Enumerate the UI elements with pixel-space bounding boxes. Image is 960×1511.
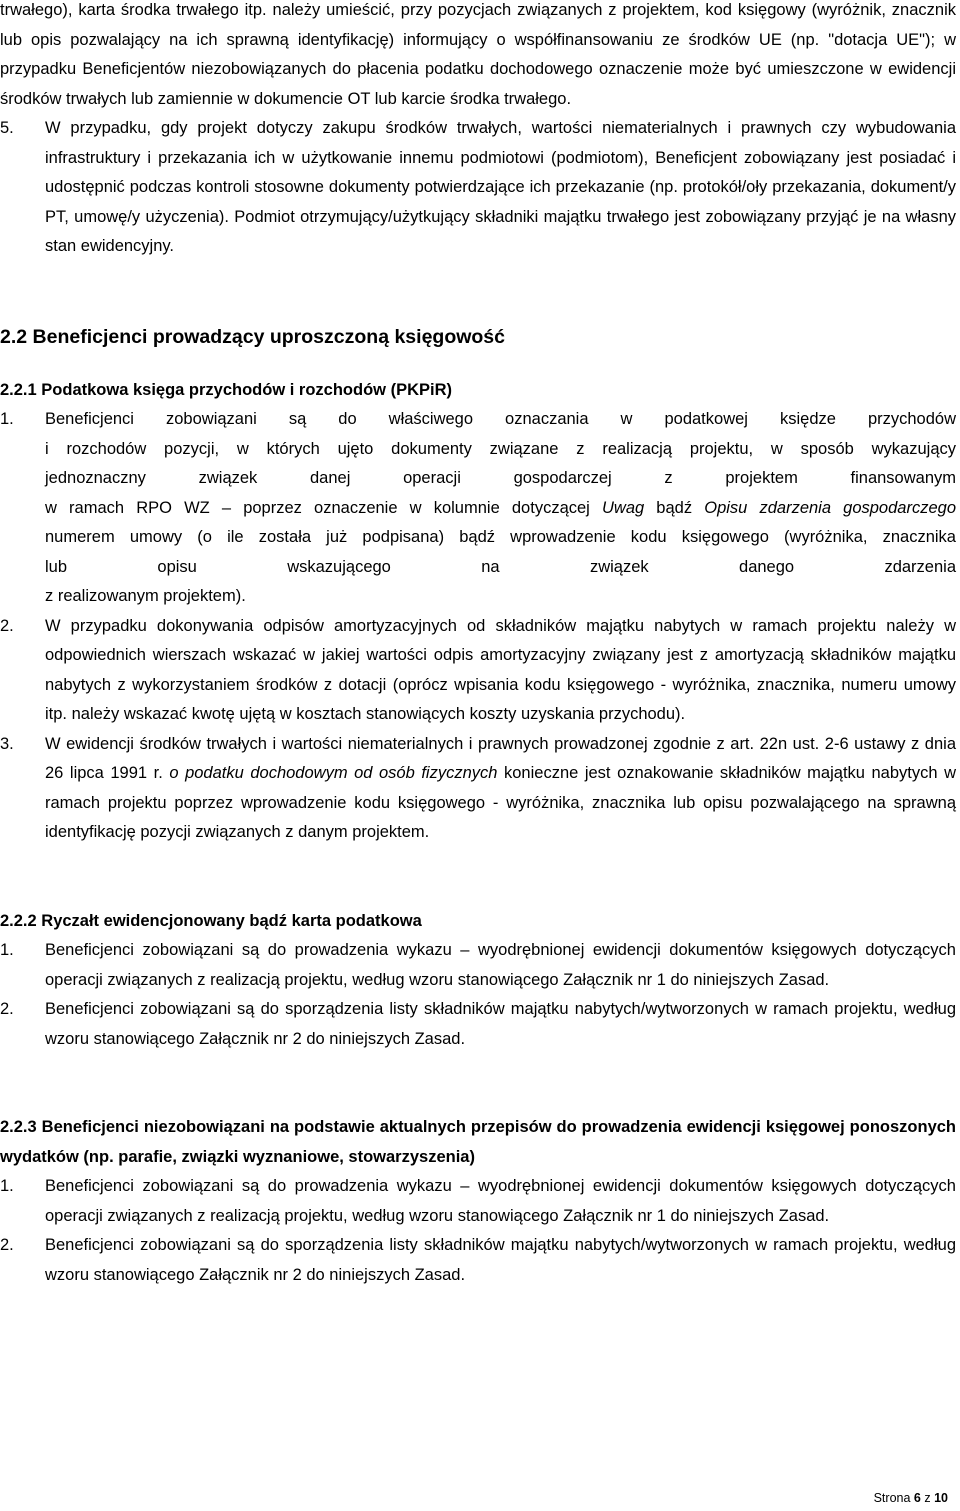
list-item-2-2-3-1 (0, 1172, 956, 1231)
intro-paragraph: trwałego), karta środka trwałego itp. należy umieścić, przy pozycjach związanych z projektem, kod księgowy (wyróżnik, znacznik lub opis pozwalający na ich sprawną identyfikację) informujący o współfinansowaniu ze środków UE (np. "dotacja UE"); w przypadku Beneficjentów niezobowiązanych do płacenia podatku dochodowego oznaczenie może być umieszczone w ewidencji środków trwałych lub zamiennie w dokumencie OT lub karcie środka trwałego. (0, 1, 956, 108)
list-item-text: Beneficjenci zobowiązani są do prowadzenia wykazu – wyodrębnionej ewidencji dokumentów księgowych dotyczących operacji związanych z realizacją projektu, według wzoru stanowiącego Załącznik nr 1 do niniejszych Zasad. (45, 941, 956, 989)
list-item-5 (0, 114, 956, 262)
section-heading-2-2: 2.2 Beneficjenci prowadzący uproszczoną księgowość (0, 325, 506, 348)
italic-term: Opisu zdarzenia gospodarczego (704, 498, 956, 517)
page-number-footer (874, 1490, 948, 1506)
list-number: 1. (0, 1177, 14, 1195)
list-item-2-2-1-2 (0, 612, 956, 730)
text-line: z realizowanym projektem). (45, 587, 246, 605)
spacer (0, 262, 956, 322)
list-item-text: W przypadku dokonywania odpisów amortyzacyjnych od składników majątku nabytych w ramach projektu należy w odpowiednich wierszach wskazać w jakiej wartości odpis amortyzacyjny związany jest z amortyzacją składników majątku nabytych z wykorzystaniem środków z dotacji (oprócz wpisania kodu księgowego - wyróżnika, znacznika, numeru umowy itp. należy wskazać kwotę ujętą w kosztach stanowiących koszty uzyskania przychodu). (45, 616, 956, 723)
list-item-2-2-3-2 (0, 1231, 956, 1290)
spacer (0, 352, 956, 376)
text-span: konieczne jest oznakowanie składników majątku nabytych w ramach projektu poprzez wprowadzenie kodu księgowego - wyróżnika, znacznika lub opisu pozwalającego na sprawną identyfikację pozycji związanych z danym projektem. (45, 764, 957, 841)
list-item-text: W przypadku, gdy projekt dotyczy zakupu środków trwałych, wartości niematerialnych i prawnych czy wybudowania infrastruktury i przekazania ich w użytkowanie innemu podmiotowi (podmiotom), Beneficjent zobowiązany jest posiadać i udostępnić podczas kontroli stosowne dokumenty potwierdzające ich przekazanie (np. protokół/oły przekazania, dokument/y PT, umowę/y użyczenia). Podmiot otrzymujący/użytkujący składniki majątku trwałego jest zobowiązany przyjąć je na własny stan ewidencyjny. (45, 119, 956, 255)
text-line: numerem umowy (o ile została już podpisana) bądź wprowadzenie kodu księgowego (wyróżnika, znacznika (45, 528, 956, 546)
list-item-2-2-1-1 (0, 405, 956, 612)
list-item-text: Beneficjenci zobowiązani są do sporządzenia listy składników majątku nabytych/wytworzonych w ramach projektu, według wzoru stanowiącego Załącznik nr 2 do niniejszych Zasad. (45, 1236, 956, 1284)
text-line: lub opisu wskazującego na związek danego zdarzenia (45, 557, 956, 576)
list-number: 5. (0, 119, 14, 137)
list-item-2-2-1-3 (0, 730, 956, 848)
text-line: Beneficjenci zobowiązani są do właściwego oznaczania w podatkowej księdze przychodów (45, 410, 956, 428)
text-span: W ewidencji środków trwałych i wartości niematerialnych i prawnych prowadzonej zgodnie z art. 22n ust. 2-6 ustawy z dnia 26 lipca 1991 r. (45, 734, 956, 782)
text-span: w ramach RPO WZ – poprzez oznaczenie w kolumnie dotyczącej (45, 498, 602, 517)
list-item-text (45, 405, 956, 612)
list-number: 2. (0, 1236, 14, 1254)
list-item-2-2-2-2 (0, 995, 956, 1054)
page-separator: z (924, 1491, 931, 1505)
text-line: jednoznaczny związek danej operacji gospodarczej z projektem finansowanym (45, 469, 956, 487)
section-heading-2-2-1: 2.2.1 Podatkowa księga przychodów i rozchodów (PKPiR) (0, 380, 453, 399)
list-item-text: Beneficjenci zobowiązani są do sporządzenia listy składników majątku nabytych/wytworzonych w ramach projektu, według wzoru stanowiącego Załącznik nr 2 do niniejszych Zasad. (45, 1000, 956, 1048)
list-number: 2. (0, 616, 14, 635)
list-number: 3. (0, 734, 14, 753)
italic-act-title: o podatku dochodowym od osób fizycznych (169, 764, 498, 782)
page-label: Strona (873, 1491, 911, 1505)
text-line: i rozchodów pozycji, w których ujęto dokumenty związane z realizacją projektu, w sposób wykazujący (45, 439, 956, 458)
spacer (0, 1054, 956, 1113)
section-heading-2-2-3: 2.2.3 Beneficjenci niezobowiązani na podstawie aktualnych przepisów do prowadzenia ewidencji księgowej ponoszonych wydatków (np. parafie, związki wyznaniowe, stowarzyszenia) (0, 1118, 956, 1166)
list-number: 1. (0, 410, 14, 428)
list-item-text: Beneficjenci zobowiązani są do prowadzenia wykazu – wyodrębnionej ewidencji dokumentów księgowych dotyczących operacji związanych z realizacją projektu, według wzoru stanowiącego Załącznik nr 1 do niniejszych Zasad. (45, 1177, 956, 1225)
list-number: 1. (0, 941, 14, 959)
text-span: bądź (644, 498, 705, 517)
list-item-text (45, 730, 956, 848)
current-page: 6 (913, 1491, 921, 1505)
italic-term: Uwag (601, 498, 645, 517)
list-item-2-2-2-1 (0, 936, 956, 995)
list-number: 2. (0, 1000, 14, 1018)
total-pages: 10 (934, 1491, 948, 1505)
spacer (0, 848, 956, 907)
section-heading-2-2-2: 2.2.2 Ryczałt ewidencjonowany bądź karta podatkowa (0, 911, 422, 930)
text-line (45, 494, 956, 524)
